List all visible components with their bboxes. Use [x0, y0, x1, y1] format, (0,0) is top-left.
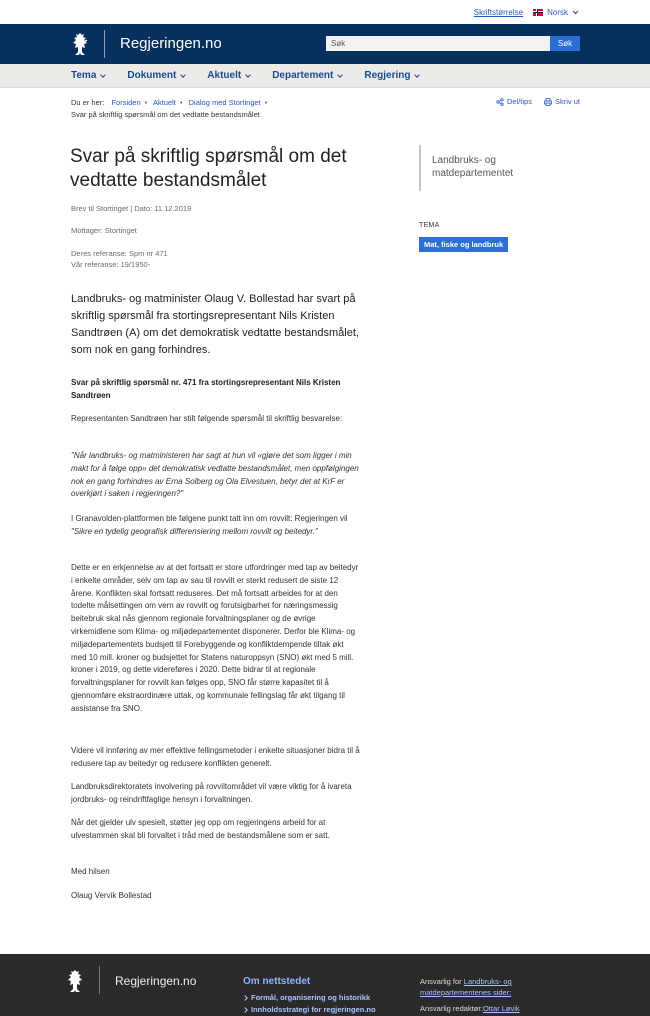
footer-logo-divider [99, 966, 100, 994]
nav-label: Dokument [127, 70, 177, 81]
footer-link-label: Innholdsstrategi for regjeringen.no [251, 1005, 376, 1014]
responsible-link[interactable]: Landbruks- og matdepartementenes sider: [420, 977, 512, 997]
print-button[interactable] [544, 97, 580, 106]
nav-label: Regjering [364, 70, 411, 81]
footer-link[interactable] [243, 993, 370, 1002]
breadcrumb-separator: • [179, 98, 183, 107]
site-header [0, 24, 650, 64]
breadcrumb-separator: • [144, 98, 148, 107]
language-selector[interactable] [533, 8, 579, 17]
norway-flag-icon [533, 9, 543, 16]
article-paragraph: Videre vil innføring av mer effektive fellingsmetoder i enkelte situasjoner bidra til å redusere tap av beitedyr og redusere konflikten generelt. [71, 746, 360, 768]
nav-label: Departement [272, 70, 334, 81]
site-footer [0, 954, 650, 1016]
page-tools [496, 97, 580, 106]
article-quote: "Når landbruks- og matministeren har sagt at hun vil «gjøre det som ligger i min makt for å følge opp» det demokratisk vedtatte bestandsmålet, men oppfølgingen nok en gang forhindres av Erna Solberg og Ola Elvestuen, betyr det at KrF er overkjørt i saken i regjeringen?" [71, 451, 359, 499]
footer-heading: Om nettstedet [243, 976, 311, 987]
main-navigation [0, 64, 650, 88]
department-owner-link[interactable]: Landbruks- og matdepartementet [419, 145, 579, 191]
paragraph-text: I Granavolden-plattformen ble følgene punkt tatt inn om rovvilt: Regjeringen vil [71, 514, 348, 523]
article-paragraph [71, 513, 361, 539]
print-label: Skriv ut [554, 97, 580, 106]
site-name[interactable]: Regjeringen.no [120, 35, 222, 52]
breadcrumb-separator: • [264, 98, 268, 107]
chevron-down-icon [572, 10, 579, 15]
breadcrumb-current: Svar på skriftlig spørsmål om det vedtatte bestandsmålet [71, 110, 260, 119]
coat-of-arms-lion-icon[interactable] [70, 31, 90, 57]
chevron-down-icon [245, 72, 251, 78]
share-label: Del/tips [506, 97, 532, 106]
chevron-down-icon [415, 72, 421, 78]
page-title: Svar på skriftlig spørsmål om det vedtatte bestandsmålet [70, 146, 347, 191]
nav-label: Tema [71, 70, 97, 81]
nav-item-dokument[interactable] [127, 70, 185, 81]
tema-tag-button[interactable]: Mat, fiske og landbruk [419, 237, 508, 252]
article-paragraph: Representanten Sandtrøen har stilt følgende spørsmål til skriftlig besvarelse: [71, 414, 343, 423]
coat-of-arms-lion-icon[interactable] [65, 968, 85, 994]
breadcrumb-prefix: Du er her: [71, 98, 105, 107]
footer-link[interactable] [243, 1005, 376, 1014]
article-meta-date: Brev til Stortinget | Dato: 11.12.2019 [71, 204, 192, 213]
article-recipient: Mottager: Stortinget [71, 226, 137, 235]
footer-site-name[interactable]: Regjeringen.no [115, 974, 197, 988]
breadcrumb-item-dialog[interactable]: Dialog med Stortinget [188, 98, 261, 107]
article-paragraph: Når det gjelder ulv spesielt, støtter jeg opp om regjeringens arbeid for at ulvestammen skal bli forvaltet i tråd med de bestandsmålene som er satt. [71, 818, 330, 840]
breadcrumb [71, 97, 491, 121]
chevron-right-icon [242, 995, 248, 1001]
search-input[interactable]: Søk [326, 36, 550, 51]
breadcrumb-item-forsiden[interactable]: Forsiden [111, 98, 141, 107]
font-size-link[interactable]: Skriftstørrelse [473, 7, 524, 17]
utility-bar [0, 0, 650, 24]
article-their-reference: Deres referanse: Spm nr 471 [71, 249, 168, 258]
article-our-reference: Vår referanse: 19/1950- [71, 260, 151, 269]
editor-link[interactable]: Ottar Løvik [482, 1004, 520, 1013]
nav-item-regjering[interactable] [364, 70, 419, 81]
printer-icon [544, 98, 552, 106]
chevron-down-icon [101, 72, 107, 78]
nav-item-aktuelt[interactable] [207, 70, 250, 81]
footer-responsible [420, 976, 560, 1014]
article-signature: Olaug Vervik Bollestad [71, 891, 152, 900]
share-button[interactable] [496, 97, 532, 106]
search-button[interactable]: Søk [550, 36, 580, 51]
chevron-right-icon [242, 1007, 248, 1013]
article-paragraph: Landbruksdirektoratets involvering på rovviltområdet vil være viktig for å ivareta jordbruks- og reindriftfaglige hensyn i forvaltningen. [71, 782, 352, 804]
breadcrumb-item-aktuelt[interactable]: Aktuelt [152, 98, 176, 107]
language-label: Norsk [547, 7, 568, 17]
share-icon [496, 98, 504, 106]
nav-label: Aktuelt [207, 70, 242, 81]
article-paragraph: Dette er en erkjennelse av at det fortsatt er store utfordringer med tap av beitedyr i enkelte områder, selv om tap av sau til rovvilt er sterkt redusert de siste 12 årene. Konflikten skal fortsatt reduseres. Det må fortsatt arbeides for at den todelte målsettingen om vern av rovvilt og forutsigbarhet for næringsmessig beitebruk skal nås gjennom regionale forvaltningsplaner og de øvrige virkemidlene som Klima- og miljødepartementet disponerer. Derfor ble Klima- og miljødepartementets budsjett til Forebyggende og konfliktdempende tiltak økt med 10 mill. kroner og budsjettet for Statens naturoppsyn (SNO) økt med 5 mill. kroner i 2019, og dette videreføres i 2020. Dette bidrar til at regionale forvaltningsplaner for rovvilt kan følges opp, SNO får større kapasitet til å gjennomføre ekstraordinære uttak, og kommunale fellingslag får økt tilgang til assistanse fra SNO. [71, 563, 359, 713]
footer-link-label: Formål, organisering og historikk [251, 993, 371, 1002]
logo-divider [104, 30, 105, 58]
chevron-down-icon [338, 72, 344, 78]
article-lead: Landbruks- og matminister Olaug V. Bollestad har svart på skriftlig spørsmål fra stortingsrepresentant Nils Kristen Sandtrøen (A) om det demokratisk vedtatte bestandsmålet, som nok en gang forhindres. [71, 293, 359, 356]
chevron-down-icon [180, 72, 186, 78]
article-closing: Med hilsen [71, 867, 110, 876]
article-subheading: Svar på skriftlig spørsmål nr. 471 fra stortingsrepresentant Nils Kristen Sandtrøen [71, 378, 341, 400]
tema-label: TEMA [419, 222, 440, 229]
paragraph-quote: "Sikre en tydelig geografisk differensiering mellom rovvilt og beitedyr." [71, 526, 318, 536]
editor-prefix: Ansvarlig redaktør: [420, 1004, 483, 1013]
responsible-prefix: Ansvarlig for [420, 977, 464, 986]
nav-item-departement[interactable] [272, 70, 342, 81]
nav-item-tema[interactable] [71, 70, 105, 81]
